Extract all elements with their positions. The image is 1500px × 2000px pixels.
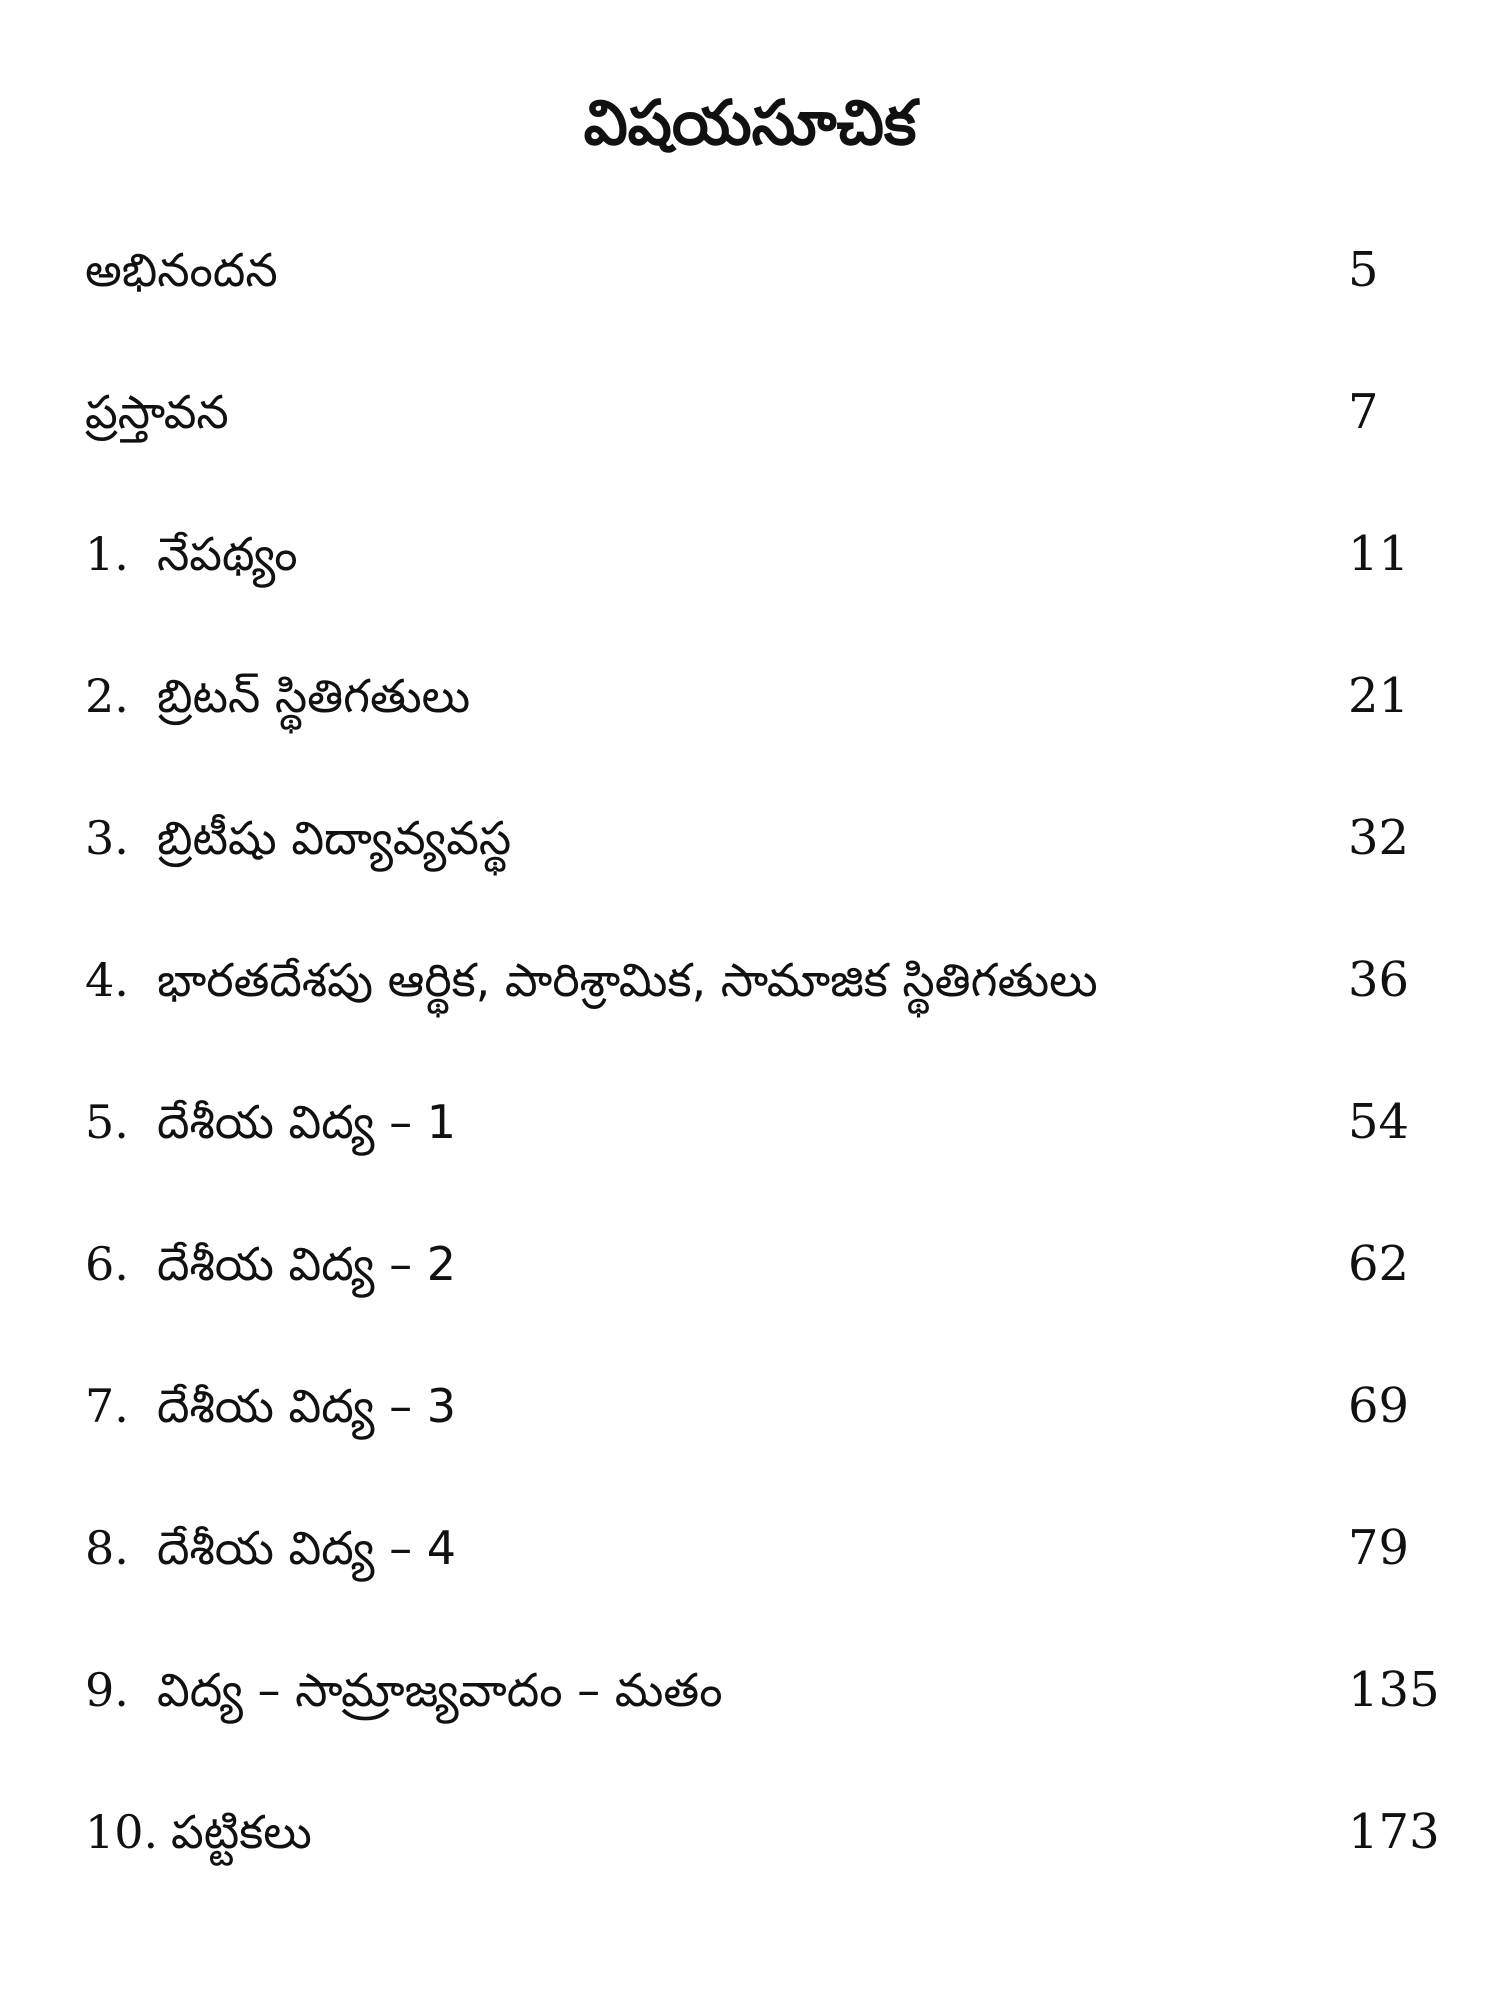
table-of-contents	[0, 220, 1500, 1924]
toc-entry-title: బ్రిటీషు విద్యావ్యవస్థ	[157, 811, 512, 865]
toc-entry-page: 21	[1348, 668, 1410, 724]
toc-entry-label	[85, 1640, 723, 1740]
toc-entry-title: అభినందన	[85, 243, 278, 297]
toc-entry-title: దేశీయ విద్య – 1	[157, 1095, 456, 1149]
toc-entry-prastavana	[0, 362, 1500, 504]
toc-entry-page: 7	[1348, 384, 1379, 440]
toc-entry-label	[85, 362, 229, 462]
toc-entry-title: దేశీయ విద్య – 3	[157, 1379, 456, 1433]
toc-entry-page: 69	[1348, 1378, 1410, 1434]
toc-entry-title: విద్య – సామ్రాజ్యవాదం – మతం	[157, 1663, 723, 1717]
toc-entry-chapter-10	[0, 1782, 1500, 1924]
toc-entry-label	[85, 1356, 456, 1456]
toc-entry-page: 79	[1348, 1520, 1410, 1576]
toc-entry-label	[85, 930, 1098, 1030]
toc-entry-number: 2.	[85, 669, 129, 723]
toc-entry-chapter-7	[0, 1356, 1500, 1498]
toc-entry-number: 4.	[85, 953, 129, 1007]
toc-entry-page: 62	[1348, 1236, 1410, 1292]
toc-entry-label	[85, 220, 278, 320]
toc-entry-label	[85, 1072, 456, 1172]
toc-entry-title: భారతదేశపు ఆర్థిక, పారిశ్రామిక, సామాజిక స్థితిగతులు	[157, 953, 1098, 1007]
toc-entry-label	[85, 1214, 456, 1314]
toc-entry-chapter-4	[0, 930, 1500, 1072]
page-title: విషయసూచిక	[583, 86, 917, 159]
toc-entry-number: 1.	[85, 527, 129, 581]
toc-entry-label	[85, 1782, 312, 1882]
toc-entry-page: 32	[1348, 810, 1410, 866]
toc-entry-page: 173	[1348, 1804, 1440, 1860]
toc-entry-chapter-5	[0, 1072, 1500, 1214]
toc-entry-number: 5.	[85, 1095, 129, 1149]
toc-entry-title: ప్రస్తావన	[85, 385, 229, 439]
toc-entry-number: 7.	[85, 1379, 129, 1433]
toc-entry-number: 3.	[85, 811, 129, 865]
toc-entry-page: 54	[1348, 1094, 1410, 1150]
toc-entry-label	[85, 788, 511, 888]
toc-entry-page: 5	[1348, 242, 1379, 298]
toc-entry-chapter-6	[0, 1214, 1500, 1356]
toc-entry-number: 10.	[85, 1805, 159, 1859]
toc-entry-label	[85, 1498, 456, 1598]
toc-entry-title: పట్టికలు	[171, 1805, 312, 1859]
toc-entry-chapter-8	[0, 1498, 1500, 1640]
toc-entry-chapter-9	[0, 1640, 1500, 1782]
toc-entry-page: 135	[1348, 1662, 1440, 1718]
toc-entry-number: 8.	[85, 1521, 129, 1575]
toc-entry-title: నేపథ్యం	[157, 527, 298, 581]
toc-entry-title: దేశీయ విద్య – 4	[157, 1521, 456, 1575]
toc-entry-abhinandana	[0, 220, 1500, 362]
toc-entry-page: 11	[1348, 526, 1410, 582]
toc-entry-chapter-1	[0, 504, 1500, 646]
toc-entry-title: బ్రిటన్ స్థితిగతులు	[157, 669, 471, 723]
toc-entry-label	[85, 504, 298, 604]
toc-entry-chapter-2	[0, 646, 1500, 788]
toc-entry-number: 9.	[85, 1663, 129, 1717]
toc-entry-number: 6.	[85, 1237, 129, 1291]
toc-entry-label	[85, 646, 470, 746]
toc-entry-page: 36	[1348, 952, 1410, 1008]
toc-entry-chapter-3	[0, 788, 1500, 930]
toc-entry-title: దేశీయ విద్య – 2	[157, 1237, 456, 1291]
